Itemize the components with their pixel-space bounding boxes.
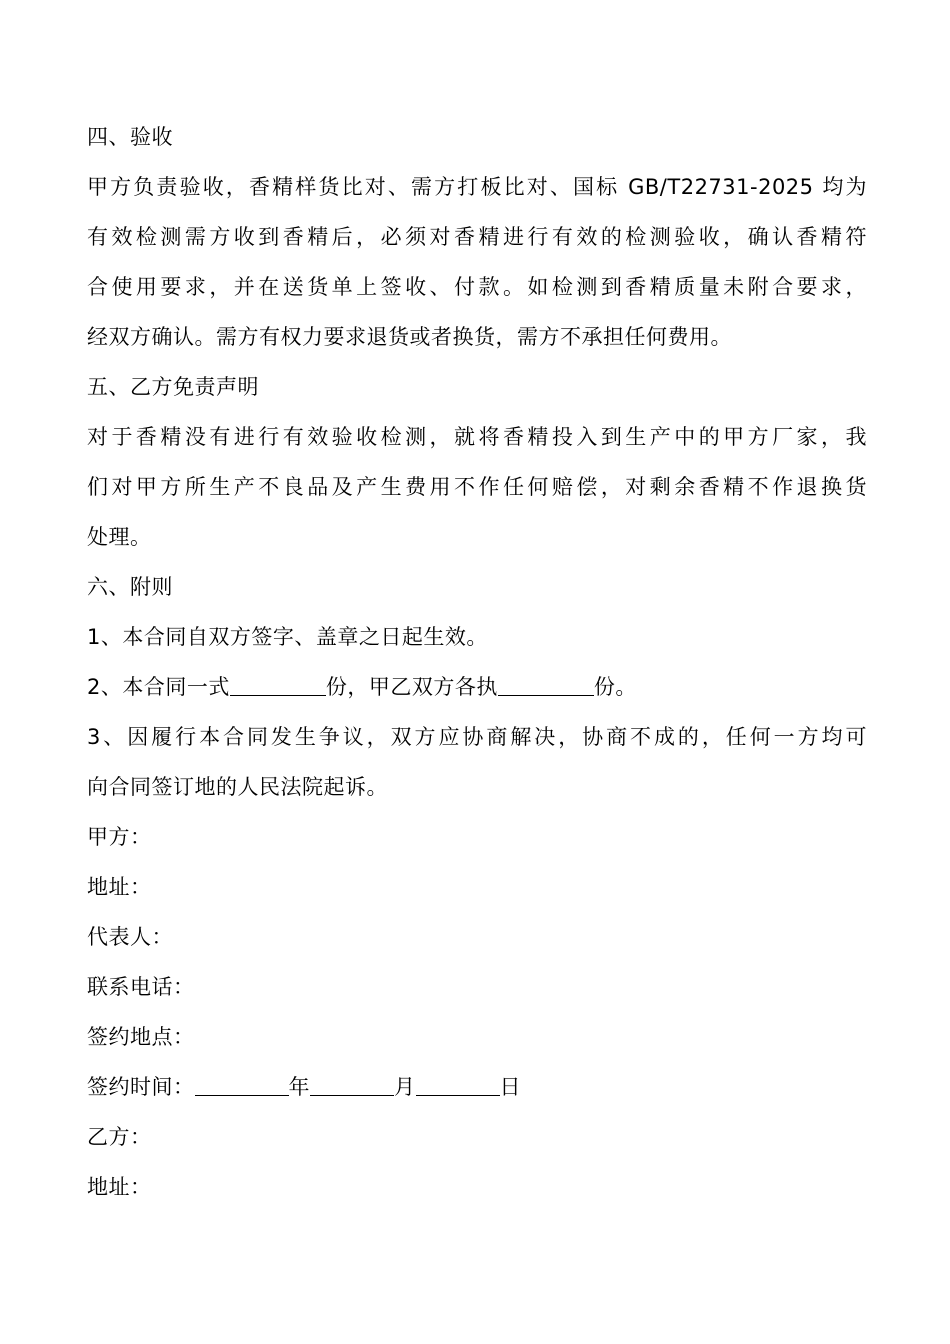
party-b-address-label: 地址： xyxy=(87,1175,152,1199)
disclaimer-text-line-2: 们对甲方所生产不良品及产生费用不作任何赔偿，对剩余香精不作退换货 xyxy=(87,475,867,499)
acceptance-text-line-3: 合使用要求，并在送货单上签收、付款。如检测到香精质量未附合要求， xyxy=(87,275,867,299)
sign-month-blank xyxy=(310,1073,394,1096)
acceptance-text-line-4: 经双方确认。需方有权力要求退货或者换货，需方不承担任何费用。 xyxy=(87,325,732,349)
party-a-address-label: 地址： xyxy=(87,875,152,899)
sign-month-label: 月 xyxy=(394,1075,416,1099)
party-a-sign-place-label: 签约地点： xyxy=(87,1025,195,1049)
clause-3-line-1: 3、因履行本合同发生争议，双方应协商解决，协商不成的，任何一方均可 xyxy=(87,725,867,749)
party-b-label: 乙方： xyxy=(87,1125,152,1149)
clause-2-middle: 份，甲乙双方各执 xyxy=(325,675,498,699)
sign-day-label: 日 xyxy=(499,1075,521,1099)
clause-2-prefix: 2、本合同一式 xyxy=(87,675,230,699)
acceptance-text-line-1: 甲方负责验收，香精样货比对、需方打板比对、国标 GB/T22731-2025 均为 xyxy=(87,175,867,199)
acceptance-text-line-2: 有效检测需方收到香精后，必须对香精进行有效的检测验收，确认香精符 xyxy=(87,225,867,249)
clause-2-suffix: 份。 xyxy=(593,675,637,699)
copies-total-blank xyxy=(230,673,326,696)
party-a-phone-label: 联系电话： xyxy=(87,975,195,999)
sign-year-blank xyxy=(195,1073,289,1096)
clause-2 xyxy=(87,662,867,712)
sign-day-blank xyxy=(416,1073,500,1096)
section-heading-supplementary: 六、附则 xyxy=(87,575,173,599)
document-body xyxy=(87,112,867,1212)
clause-1: 1、本合同自双方签字、盖章之日起生效。 xyxy=(87,625,488,649)
section-heading-disclaimer: 五、乙方免责声明 xyxy=(87,375,259,399)
disclaimer-text-line-1: 对于香精没有进行有效验收检测，就将香精投入到生产中的甲方厂家，我 xyxy=(87,425,867,449)
sign-year-label: 年 xyxy=(288,1075,310,1099)
sign-time-label: 签约时间： xyxy=(87,1075,195,1099)
copies-each-blank xyxy=(498,673,594,696)
party-a-sign-time xyxy=(87,1062,867,1112)
party-a-label: 甲方： xyxy=(87,825,152,849)
party-a-representative-label: 代表人： xyxy=(87,925,173,949)
section-heading-acceptance: 四、验收 xyxy=(87,125,173,149)
clause-3-line-2: 向合同签订地的人民法院起诉。 xyxy=(87,775,388,799)
disclaimer-text-line-3: 处理。 xyxy=(87,525,152,549)
